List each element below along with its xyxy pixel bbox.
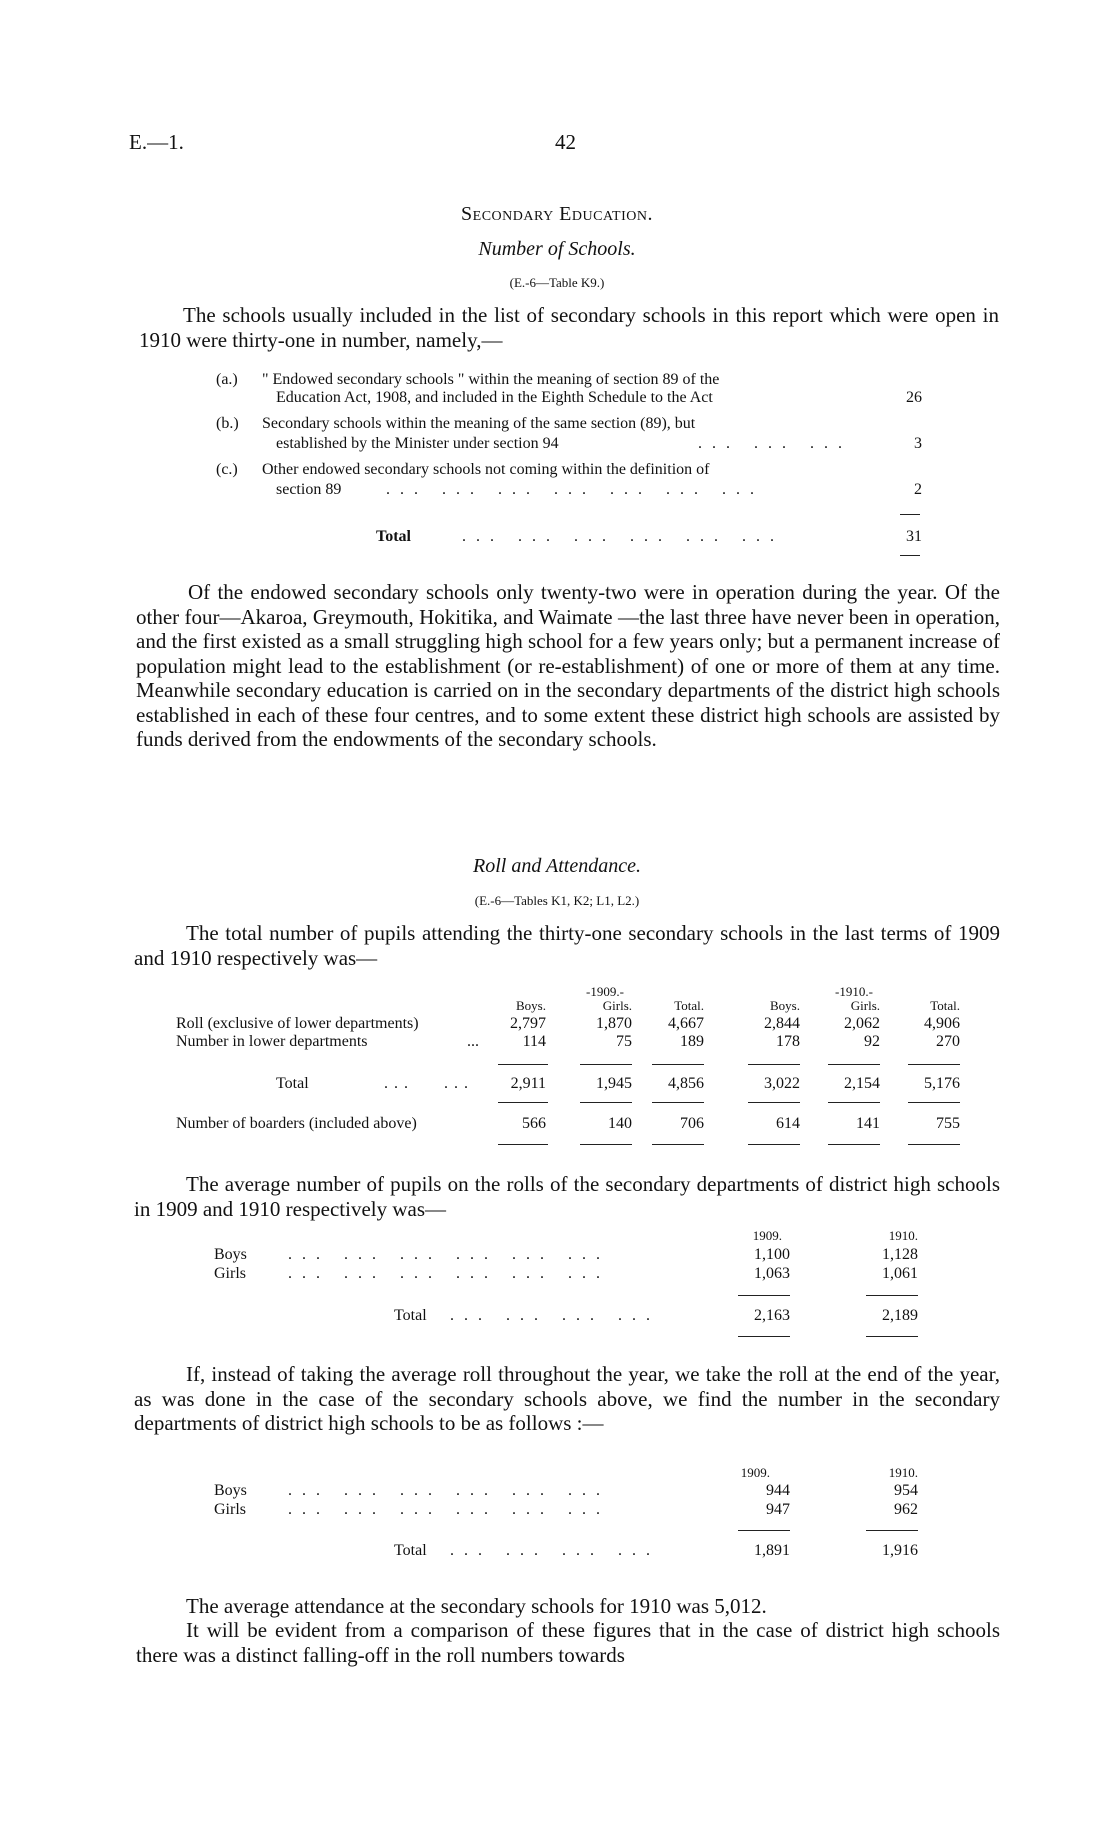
lower-cell: 178 bbox=[776, 1033, 800, 1050]
list-item-a-line1: " Endowed secondary schools " within the meaning of section 89 of the bbox=[262, 371, 720, 388]
boarders-label: Number of boarders (included above) bbox=[176, 1115, 417, 1132]
boarders-cell: 566 bbox=[522, 1115, 546, 1132]
roll-subtitle: Roll and Attendance. bbox=[473, 855, 641, 877]
boarders-cell: 614 bbox=[776, 1115, 800, 1132]
district-avg-row-label: Boys bbox=[214, 1246, 247, 1263]
list-item-b-line2: established by the Minister under section 94 bbox=[276, 435, 559, 452]
lower-cell: 92 bbox=[864, 1033, 880, 1050]
roll-rule bbox=[828, 1064, 880, 1065]
district-end-total-label: Total bbox=[394, 1542, 427, 1559]
intro-paragraph: The schools usually included in the list of secondary schools in this report which were open in 1910 were thirty-one in number, namely,— bbox=[139, 303, 999, 352]
district-avg-total-cell: 2,163 bbox=[754, 1307, 790, 1324]
district-avg-year-1909: 1909. bbox=[752, 1228, 782, 1243]
roll-cell: 4,667 bbox=[668, 1015, 704, 1032]
district-end-row-label: Girls bbox=[214, 1501, 246, 1518]
district-avg-cell: 1,061 bbox=[882, 1265, 918, 1282]
boarders-cell: 140 bbox=[608, 1115, 632, 1132]
district-avg-rule bbox=[866, 1295, 918, 1296]
roll-intro: The total number of pupils attending the thirty-one secondary schools in the last terms of 1909 and 1910 respectively was— bbox=[134, 921, 1000, 970]
list-item-c-line1: Other endowed secondary schools not coming within the definition of bbox=[262, 461, 710, 478]
list-item-c-value: 2 bbox=[914, 481, 922, 498]
roll-total-cell: 1,945 bbox=[596, 1075, 632, 1092]
roll-cell: 4,906 bbox=[924, 1015, 960, 1032]
list-item-a-label: (a.) bbox=[216, 371, 238, 388]
roll-total-leader: ... ... bbox=[384, 1075, 474, 1092]
district-end-rule bbox=[738, 1530, 790, 1531]
roll-rule bbox=[828, 1102, 880, 1103]
roll-colhead-girls-1910: Girls. bbox=[850, 998, 880, 1013]
roll-rule bbox=[652, 1102, 704, 1103]
roll-rule bbox=[748, 1102, 800, 1103]
list-total-label: Total bbox=[376, 528, 411, 545]
lower-row-label: Number in lower departments bbox=[176, 1033, 368, 1050]
district-end-cell: 947 bbox=[766, 1501, 790, 1518]
list-item-b-line1: Secondary schools within the meaning of the same section (89), but bbox=[262, 415, 696, 432]
roll-row-label: Roll (exclusive of lower departments) bbox=[176, 1015, 419, 1032]
list-total-rule-bottom bbox=[900, 555, 920, 556]
page-number: 42 bbox=[555, 130, 576, 154]
boarders-cell: 141 bbox=[856, 1115, 880, 1132]
roll-year-1910: -1910.- bbox=[835, 984, 873, 999]
endowed-paragraph: Of the endowed secondary schools only twenty-two were in operation during the year. Of the other four—Akaroa, Greymouth, Hokitika, and Waimate —the last three have never been in operation, and the first existed as a small struggling high school for a few years only; but a permanent increase of population might lead to the establishment (or re-establishment) of one or more of them at any time. Meanwhile secondary education is carried on in the secondary departments of the district high schools established in each of these four centres, and to some extent these district high schools are assisted by funds derived from the endowments of the secondary schools. bbox=[136, 580, 1000, 751]
district-avg-rule bbox=[738, 1336, 790, 1337]
district-avg-cell: 1,128 bbox=[882, 1246, 918, 1263]
district-avg-leader: ... ... ... ... ... ... bbox=[288, 1246, 610, 1263]
lower-row-leader: ... bbox=[467, 1033, 479, 1050]
roll-cell: 2,797 bbox=[510, 1015, 546, 1032]
list-total-rule-top bbox=[900, 514, 920, 515]
section-reference: (E.-6—Table K9.) bbox=[509, 275, 605, 290]
roll-rule bbox=[580, 1102, 632, 1103]
boarders-cell: 706 bbox=[680, 1115, 704, 1132]
list-item-c-label: (c.) bbox=[216, 461, 238, 478]
district-end-total-leader: ... ... ... ... bbox=[450, 1542, 660, 1559]
district-avg-cell: 1,063 bbox=[754, 1265, 790, 1282]
roll-rule bbox=[498, 1064, 548, 1065]
district-avg-row-label: Girls bbox=[214, 1265, 246, 1282]
district-avg-intro: The average number of pupils on the rolls of the secondary departments of district high schools in 1909 and 1910 respectively was— bbox=[134, 1172, 1000, 1221]
page-header-left: E.—1. bbox=[129, 130, 184, 154]
roll-total-cell: 2,154 bbox=[844, 1075, 880, 1092]
district-end-cell: 944 bbox=[766, 1482, 790, 1499]
list-item-c-leader: ... ... ... ... ... ... ... bbox=[386, 481, 764, 498]
roll-total-cell: 2,911 bbox=[510, 1075, 546, 1092]
roll-total-cell: 3,022 bbox=[764, 1075, 800, 1092]
roll-cell: 2,844 bbox=[764, 1015, 800, 1032]
roll-rule bbox=[498, 1144, 548, 1145]
lower-cell: 114 bbox=[522, 1033, 546, 1050]
roll-colhead-total-1909: Total. bbox=[674, 998, 704, 1013]
district-avg-leader: ... ... ... ... ... ... bbox=[288, 1265, 610, 1282]
roll-reference: (E.-6—Tables K1, K2; L1, L2.) bbox=[474, 893, 640, 908]
district-end-total-cell: 1,916 bbox=[882, 1542, 918, 1559]
roll-cell: 2,062 bbox=[844, 1015, 880, 1032]
district-end-row-label: Boys bbox=[214, 1482, 247, 1499]
roll-total-cell: 4,856 bbox=[668, 1075, 704, 1092]
roll-colhead-total-1910: Total. bbox=[930, 998, 960, 1013]
list-total-value: 31 bbox=[906, 528, 922, 545]
roll-rule bbox=[908, 1102, 960, 1103]
roll-rule bbox=[908, 1144, 960, 1145]
closing-line-1: The average attendance at the secondary schools for 1910 was 5,012. bbox=[186, 1594, 767, 1618]
list-item-b-leader: ... ... ... bbox=[698, 435, 852, 452]
district-avg-total-cell: 2,189 bbox=[882, 1307, 918, 1324]
list-item-b-value: 3 bbox=[914, 435, 922, 452]
roll-colhead-girls-1909: Girls. bbox=[602, 998, 632, 1013]
roll-total-label: Total bbox=[276, 1075, 309, 1092]
district-avg-total-label: Total bbox=[394, 1307, 427, 1324]
lower-cell: 189 bbox=[680, 1033, 704, 1050]
roll-rule bbox=[828, 1144, 880, 1145]
section-title: Secondary Education. bbox=[461, 203, 653, 225]
roll-year-1909: -1909.- bbox=[586, 984, 624, 999]
district-avg-total-leader: ... ... ... ... bbox=[450, 1307, 660, 1324]
section-subtitle: Number of Schools. bbox=[478, 238, 636, 260]
list-item-c-line2: section 89 bbox=[276, 481, 342, 498]
district-avg-cell: 1,100 bbox=[754, 1246, 790, 1263]
roll-rule bbox=[908, 1064, 960, 1065]
boarders-cell: 755 bbox=[936, 1115, 960, 1132]
roll-colhead-boys-1909: Boys. bbox=[516, 998, 546, 1013]
roll-rule bbox=[748, 1144, 800, 1145]
roll-rule bbox=[580, 1064, 632, 1065]
list-item-a-line2: Education Act, 1908, and included in the Eighth Schedule to the Act bbox=[276, 389, 713, 406]
lower-cell: 270 bbox=[936, 1033, 960, 1050]
roll-rule bbox=[652, 1064, 704, 1065]
district-avg-rule bbox=[738, 1295, 790, 1296]
lower-cell: 75 bbox=[616, 1033, 632, 1050]
district-end-year-1910: 1910. bbox=[888, 1465, 918, 1480]
district-end-leader: ... ... ... ... ... ... bbox=[288, 1482, 610, 1499]
roll-rule bbox=[652, 1144, 704, 1145]
list-item-b-label: (b.) bbox=[216, 415, 239, 432]
roll-colhead-boys-1910: Boys. bbox=[770, 998, 800, 1013]
district-end-total-cell: 1,891 bbox=[754, 1542, 790, 1559]
district-end-leader: ... ... ... ... ... ... bbox=[288, 1501, 610, 1518]
roll-rule bbox=[748, 1064, 800, 1065]
district-end-intro: If, instead of taking the average roll throughout the year, we take the roll at the end of the year, as was done in the case of the secondary schools above, we find the number in the secondary departments of district high schools to be as follows :— bbox=[134, 1362, 1000, 1435]
closing-line-2: It will be evident from a comparison of these figures that in the case of district high schools there was a distinct falling-off in the roll numbers towards bbox=[136, 1618, 1000, 1667]
district-end-cell: 954 bbox=[894, 1482, 918, 1499]
district-end-cell: 962 bbox=[894, 1501, 918, 1518]
roll-rule bbox=[580, 1144, 632, 1145]
list-item-a-value: 26 bbox=[906, 389, 922, 406]
district-end-rule bbox=[866, 1530, 918, 1531]
district-avg-rule bbox=[866, 1336, 918, 1337]
district-end-year-1909: 1909. bbox=[740, 1465, 770, 1480]
district-avg-year-1910: 1910. bbox=[888, 1228, 918, 1243]
roll-rule bbox=[498, 1102, 548, 1103]
roll-cell: 1,870 bbox=[596, 1015, 632, 1032]
list-total-leader: ... ... ... ... ... ... bbox=[462, 528, 784, 545]
roll-total-cell: 5,176 bbox=[924, 1075, 960, 1092]
